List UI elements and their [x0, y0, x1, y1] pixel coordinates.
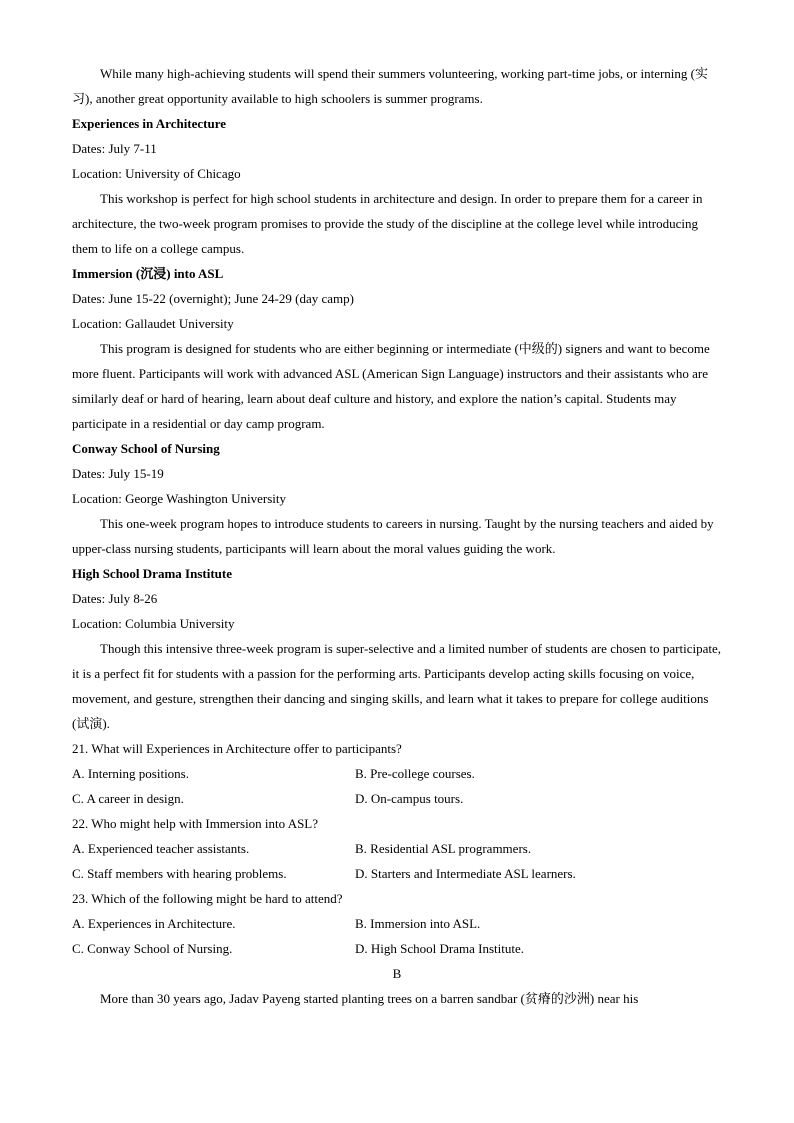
question-23 [72, 886, 722, 961]
program-architecture [72, 111, 722, 261]
program-drama [72, 561, 722, 736]
program-asl [72, 261, 722, 436]
intro-paragraph: While many high-achieving students will spend their summers volunteering, working part-time jobs, or interning (实习), another great opportunity available to high schoolers is summer programs. [72, 66, 708, 106]
program-title: Immersion (沉浸) into ASL [72, 266, 224, 281]
program-title: High School Drama Institute [72, 566, 232, 581]
question-text: 22. Who might help with Immersion into ASL? [72, 816, 319, 831]
option-c: C. A career in design. [72, 791, 184, 806]
program-title: Conway School of Nursing [72, 441, 220, 456]
option-b: B. Immersion into ASL. [355, 916, 481, 931]
option-a: A. Experiences in Architecture. [72, 916, 236, 931]
option-d: D. Starters and Intermediate ASL learners. [355, 866, 576, 881]
section-b-heading: B [392, 966, 402, 981]
option-c: C. Conway School of Nursing. [72, 941, 233, 956]
program-dates: Dates: July 8-26 [72, 591, 158, 606]
option-b: B. Residential ASL programmers. [355, 841, 532, 856]
option-a: A. Interning positions. [72, 766, 189, 781]
question-22 [72, 811, 722, 886]
program-dates: Dates: July 15-19 [72, 466, 164, 481]
program-location: Location: Columbia University [72, 616, 235, 631]
option-d: D. High School Drama Institute. [355, 941, 524, 956]
option-d: D. On-campus tours. [355, 791, 464, 806]
program-title: Experiences in Architecture [72, 116, 227, 131]
program-location: Location: University of Chicago [72, 166, 241, 181]
program-location: Location: Gallaudet University [72, 316, 234, 331]
program-description: This workshop is perfect for high school students in architecture and design. In order to prepare them for a career in architecture, the two-week program promises to provide the study of the discipline at the college level while introducing them to life on a college campus. [72, 191, 703, 256]
passage-b-paragraph: More than 30 years ago, Jadav Payeng started planting trees on a barren sandbar (贫瘠的沙洲) near his [100, 991, 639, 1006]
question-21 [72, 736, 722, 811]
program-description: Though this intensive three-week program is super-selective and a limited number of students are chosen to participate, it is a perfect fit for students with a passion for the performing arts. Participants develop acting skills focusing on voice, movement, and gesture, strengthen their dancing and singing skills, and learn what it takes to prepare for college auditions (试演). [72, 641, 722, 731]
option-a: A. Experienced teacher assistants. [72, 841, 250, 856]
option-c: C. Staff members with hearing problems. [72, 866, 287, 881]
program-dates: Dates: July 7-11 [72, 141, 157, 156]
option-b: B. Pre-college courses. [355, 766, 475, 781]
program-dates: Dates: June 15-22 (overnight); June 24-29 (day camp) [72, 291, 354, 306]
question-text: 21. What will Experiences in Architecture offer to participants? [72, 741, 402, 756]
program-description: This program is designed for students who are either beginning or intermediate (中级的) signers and want to become more fluent. Participants will work with advanced ASL (American Sign Language) instructors and their assistants who are similarly deaf or hard of hearing, learn about deaf culture and history, and explore the nation’s capital. Students may participate in a residential or day camp program. [72, 341, 710, 431]
document-page [72, 61, 722, 1011]
program-location: Location: George Washington University [72, 491, 287, 506]
question-text: 23. Which of the following might be hard to attend? [72, 891, 343, 906]
program-description: This one-week program hopes to introduce students to careers in nursing. Taught by the nursing teachers and aided by upper-class nursing students, participants will learn about the moral values guiding the work. [72, 516, 714, 556]
program-nursing [72, 436, 722, 561]
